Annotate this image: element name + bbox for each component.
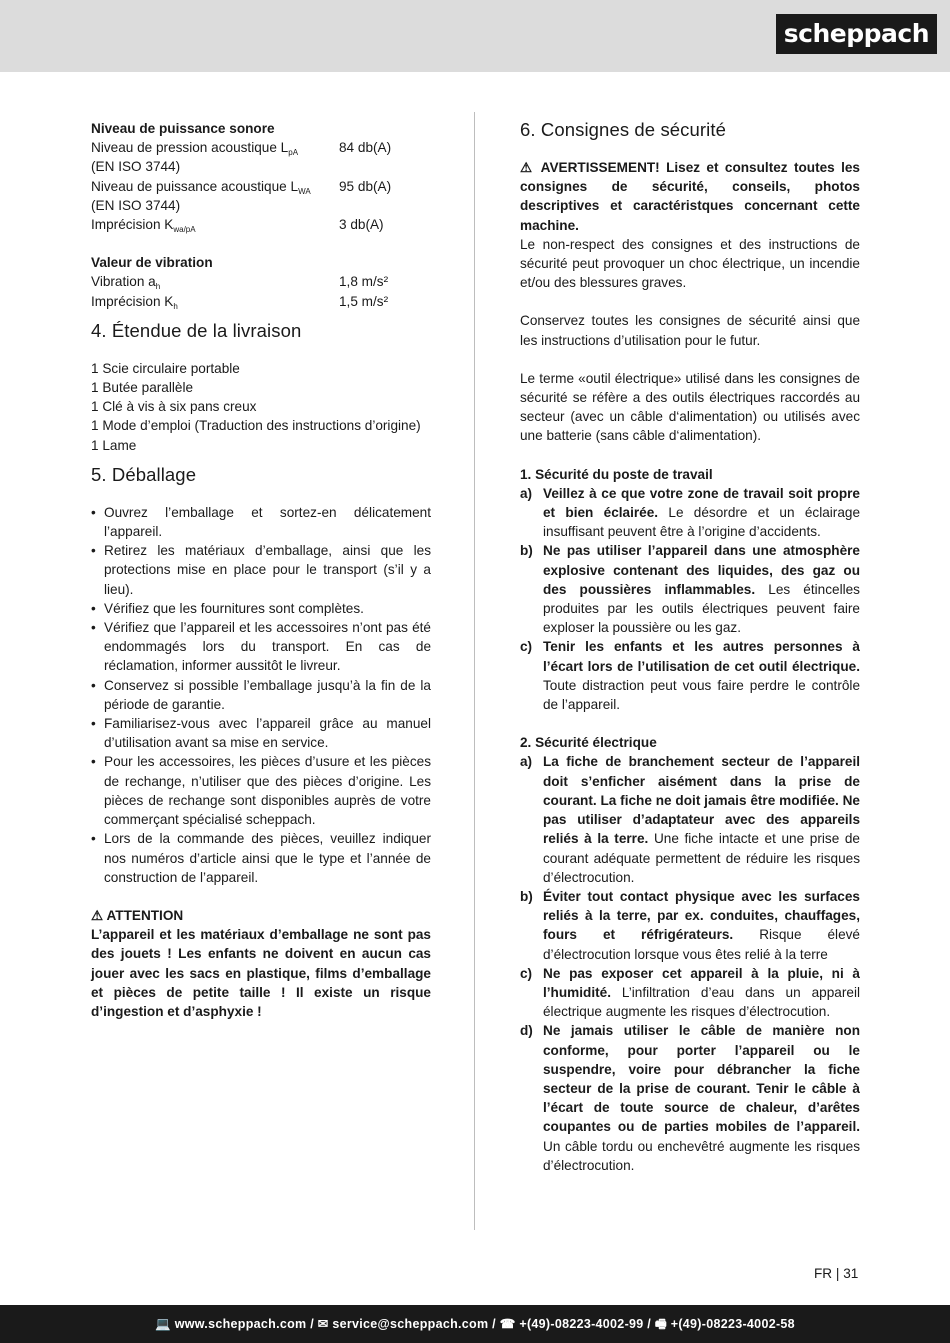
spec-label: (EN ISO 3744) — [91, 197, 181, 213]
list-item: • Vérifiez que les fournitures sont complètes. — [91, 599, 431, 618]
spec-value: 84 db(A) — [339, 140, 392, 156]
section-5-heading: 5. Déballage — [91, 463, 197, 485]
list-item: • Familiarisez-vous avec l’appareil grâce au manuel d’utilisation avant sa mise en service. — [91, 716, 431, 751]
delivery-line: 1 Lame — [91, 437, 137, 453]
safety-item: b) Ne pas utiliser l’appareil dans une atmosphère explosive contenant des liquides, des gaz ou des poussières inflammables. Les étincelles produites par les outils électriques peuvent faire exploser la poussière ou les gaz. — [520, 543, 860, 636]
attention-title: ⚠ ATTENTION — [91, 907, 184, 923]
safety-item: c) Tenir les enfants et les autres personnes à l’écart lors de l’utilisation de cet outil électrique. Toute distraction peut vous faire perdre le contrôle de l’appareil. — [520, 639, 860, 713]
section-4-heading: 4. Étendue de la livraison — [91, 319, 302, 341]
spec-value — [339, 196, 431, 215]
left-column — [91, 119, 431, 1021]
spec-value: 1,5 m/s² — [339, 293, 389, 309]
spec-row — [91, 292, 431, 311]
list-item: • Conservez si possible l’emballage jusqu’à la fin de la période de garantie. — [91, 677, 431, 712]
column-divider — [474, 112, 475, 1230]
unpacking-list — [91, 503, 431, 887]
spec-row — [91, 196, 431, 215]
spec-label: Imprécision K — [91, 217, 174, 233]
list-item: • Pour les accessoires, les pièces d’usure et les pièces de rechange, n’utiliser que des pièces d’origine. Les pièces de rechange sont disponibles auprès de votre commerçant spécialisé scheppach. — [91, 754, 431, 828]
safety-item: a) Veillez à ce que votre zone de travail soit propre et bien éclairée. Le désordre et un éclairage insuffisant peuvent être à l’origine d’accidents. — [520, 485, 861, 540]
header-bar — [0, 0, 950, 72]
spec-value: 95 db(A) — [339, 178, 392, 194]
spec-subscript: h — [155, 282, 161, 292]
safety-item: d) Ne jamais utiliser le câble de manière non conforme, pour porter l’appareil ou le suspendre, voire pour débrancher la fiche secteur de la prise de courant. Tenir le câble à l’écart de toute source de chaleur, d’arêtes coupantes ou de parties mobiles de l’appareil. Un câble tordu ou enchevêtré augmente les risques d’électrocution. — [520, 1023, 860, 1173]
spec-value — [339, 157, 431, 176]
list-item: • Ouvrez l’emballage et sortez-en délicatement l’appareil. — [91, 504, 431, 540]
spec-subscript: wa/pA — [173, 225, 196, 235]
bullet-icon: • — [91, 677, 96, 693]
footer-contact-bar: 💻 www.scheppach.com / ✉ service@scheppach.com / ☎ +(49)-08223-4002-99 / 🖷 +(49)-08223-4002-58 — [0, 1305, 950, 1343]
delivery-line: 1 Clé à vis à six pans creux — [91, 399, 257, 415]
bullet-icon: • — [91, 600, 96, 616]
spec-subscript: WA — [298, 186, 311, 196]
list-item: • Vérifiez que l’appareil et les accessoires n’ont pas été endommagés lors du transport. En cas de réclamation, informer aussitôt le livreur. — [91, 620, 431, 674]
spec-label: Niveau de pression acoustique L — [91, 140, 289, 156]
spec-row — [91, 138, 431, 157]
delivery-line: 1 Scie circulaire portable — [91, 360, 240, 376]
keep-instructions: Conservez toutes les consignes de sécurité ainsi que les instructions d’utilisation pour le futur. — [520, 313, 860, 348]
sec1-title: 1. Sécurité du poste de travail — [520, 466, 713, 482]
scheppach-logo: scheppach — [776, 14, 937, 54]
sound-specs — [91, 138, 431, 234]
right-column — [520, 119, 860, 1175]
bullet-icon: • — [91, 620, 96, 636]
spec-subscript: h — [173, 301, 178, 311]
section-6-heading: 6. Consignes de sécurité — [520, 119, 727, 140]
list-item: • Retirez les matériaux d’emballage, ainsi que les protections mise en place pour le transport (s’il y a lieu). — [91, 543, 431, 597]
sound-title: Niveau de puissance sonore — [91, 121, 275, 136]
spec-row — [91, 215, 431, 234]
spec-label: Niveau de puissance acoustique L — [91, 178, 299, 194]
sec2-title: 2. Sécurité électrique — [520, 735, 657, 751]
vibration-title: Valeur de vibration — [91, 255, 213, 271]
spec-label: Vibration a — [91, 274, 156, 290]
term-definition: Le terme «outil électrique» utilisé dans les consignes de sécurité se réfère a des outils électriques raccordés au secteur (avec un câble d‘alimentation) ou utilisés avec une batterie (sans câble d‘alimentation). — [520, 370, 860, 444]
safety-item: a) La fiche de branchement secteur de l’appareil doit s’enficher aisément dans la prise de courant. La fiche ne doit jamais être modifiée. Ne pas utiliser d’adaptateur avec des appareils reliés à la terre. Une fiche intacte et une prise de courant adéquate permettent de réduire les risques d’électrocution. — [520, 754, 860, 885]
bullet-icon: • — [91, 716, 96, 732]
delivery-line: 1 Mode d’emploi (Traduction des instructions d’origine) — [91, 418, 421, 434]
attention-text: L’appareil et les matériaux d’emballage ne sont pas des jouets ! Les enfants ne doivent en aucun cas jouer avec les sacs en plastique, films d’emballage et pièces de petite taille ! Il existe un risque d’ingestion et d’asphyxie ! — [91, 927, 431, 1019]
spec-row — [91, 177, 431, 196]
spec-value: 3 db(A) — [339, 217, 384, 233]
spec-value: 1,8 m/s² — [339, 274, 389, 290]
page-number: FR | 31 — [814, 1266, 859, 1281]
spec-label: Imprécision K — [91, 293, 174, 309]
bullet-icon: • — [91, 543, 96, 559]
spec-subscript: pA — [288, 148, 299, 158]
safety-item: c) Ne pas exposer cet appareil à la pluie, ni à l’humidité. L’infiltration d’eau dans un appareil électrique augmente les risques d’électrocution. — [520, 965, 860, 1020]
spec-row — [91, 272, 431, 291]
spec-row — [91, 157, 431, 176]
bullet-icon: • — [91, 754, 96, 770]
delivery-line: 1 Butée parallèle — [91, 380, 194, 396]
safety-item: b) Éviter tout contact physique avec les surfaces reliés à la terre, par ex. conduites, chauffages, fours et réfrigérateurs. Risque élevé d’électrocution lorsque vous êtes relié à la terre — [520, 888, 860, 962]
warning-text: Le non-respect des consignes et des instructions de sécurité peut provoquer un choc électrique, un incendie et/ou des blessures graves. — [520, 236, 860, 291]
spec-label: (EN ISO 3744) — [91, 159, 181, 175]
warning-bold: ⚠ AVERTISSEMENT! Lisez et consultez toutes les consignes de sécurité, conseils, photos descriptives et caractéristques concernant cette machine. — [520, 160, 860, 233]
bullet-icon: • — [91, 504, 96, 520]
list-item: • Lors de la commande des pièces, veuillez indiquer nos numéros d’article ainsi que le type et l’année de construction de l’appareil. — [91, 831, 431, 885]
bullet-icon: • — [91, 831, 96, 847]
